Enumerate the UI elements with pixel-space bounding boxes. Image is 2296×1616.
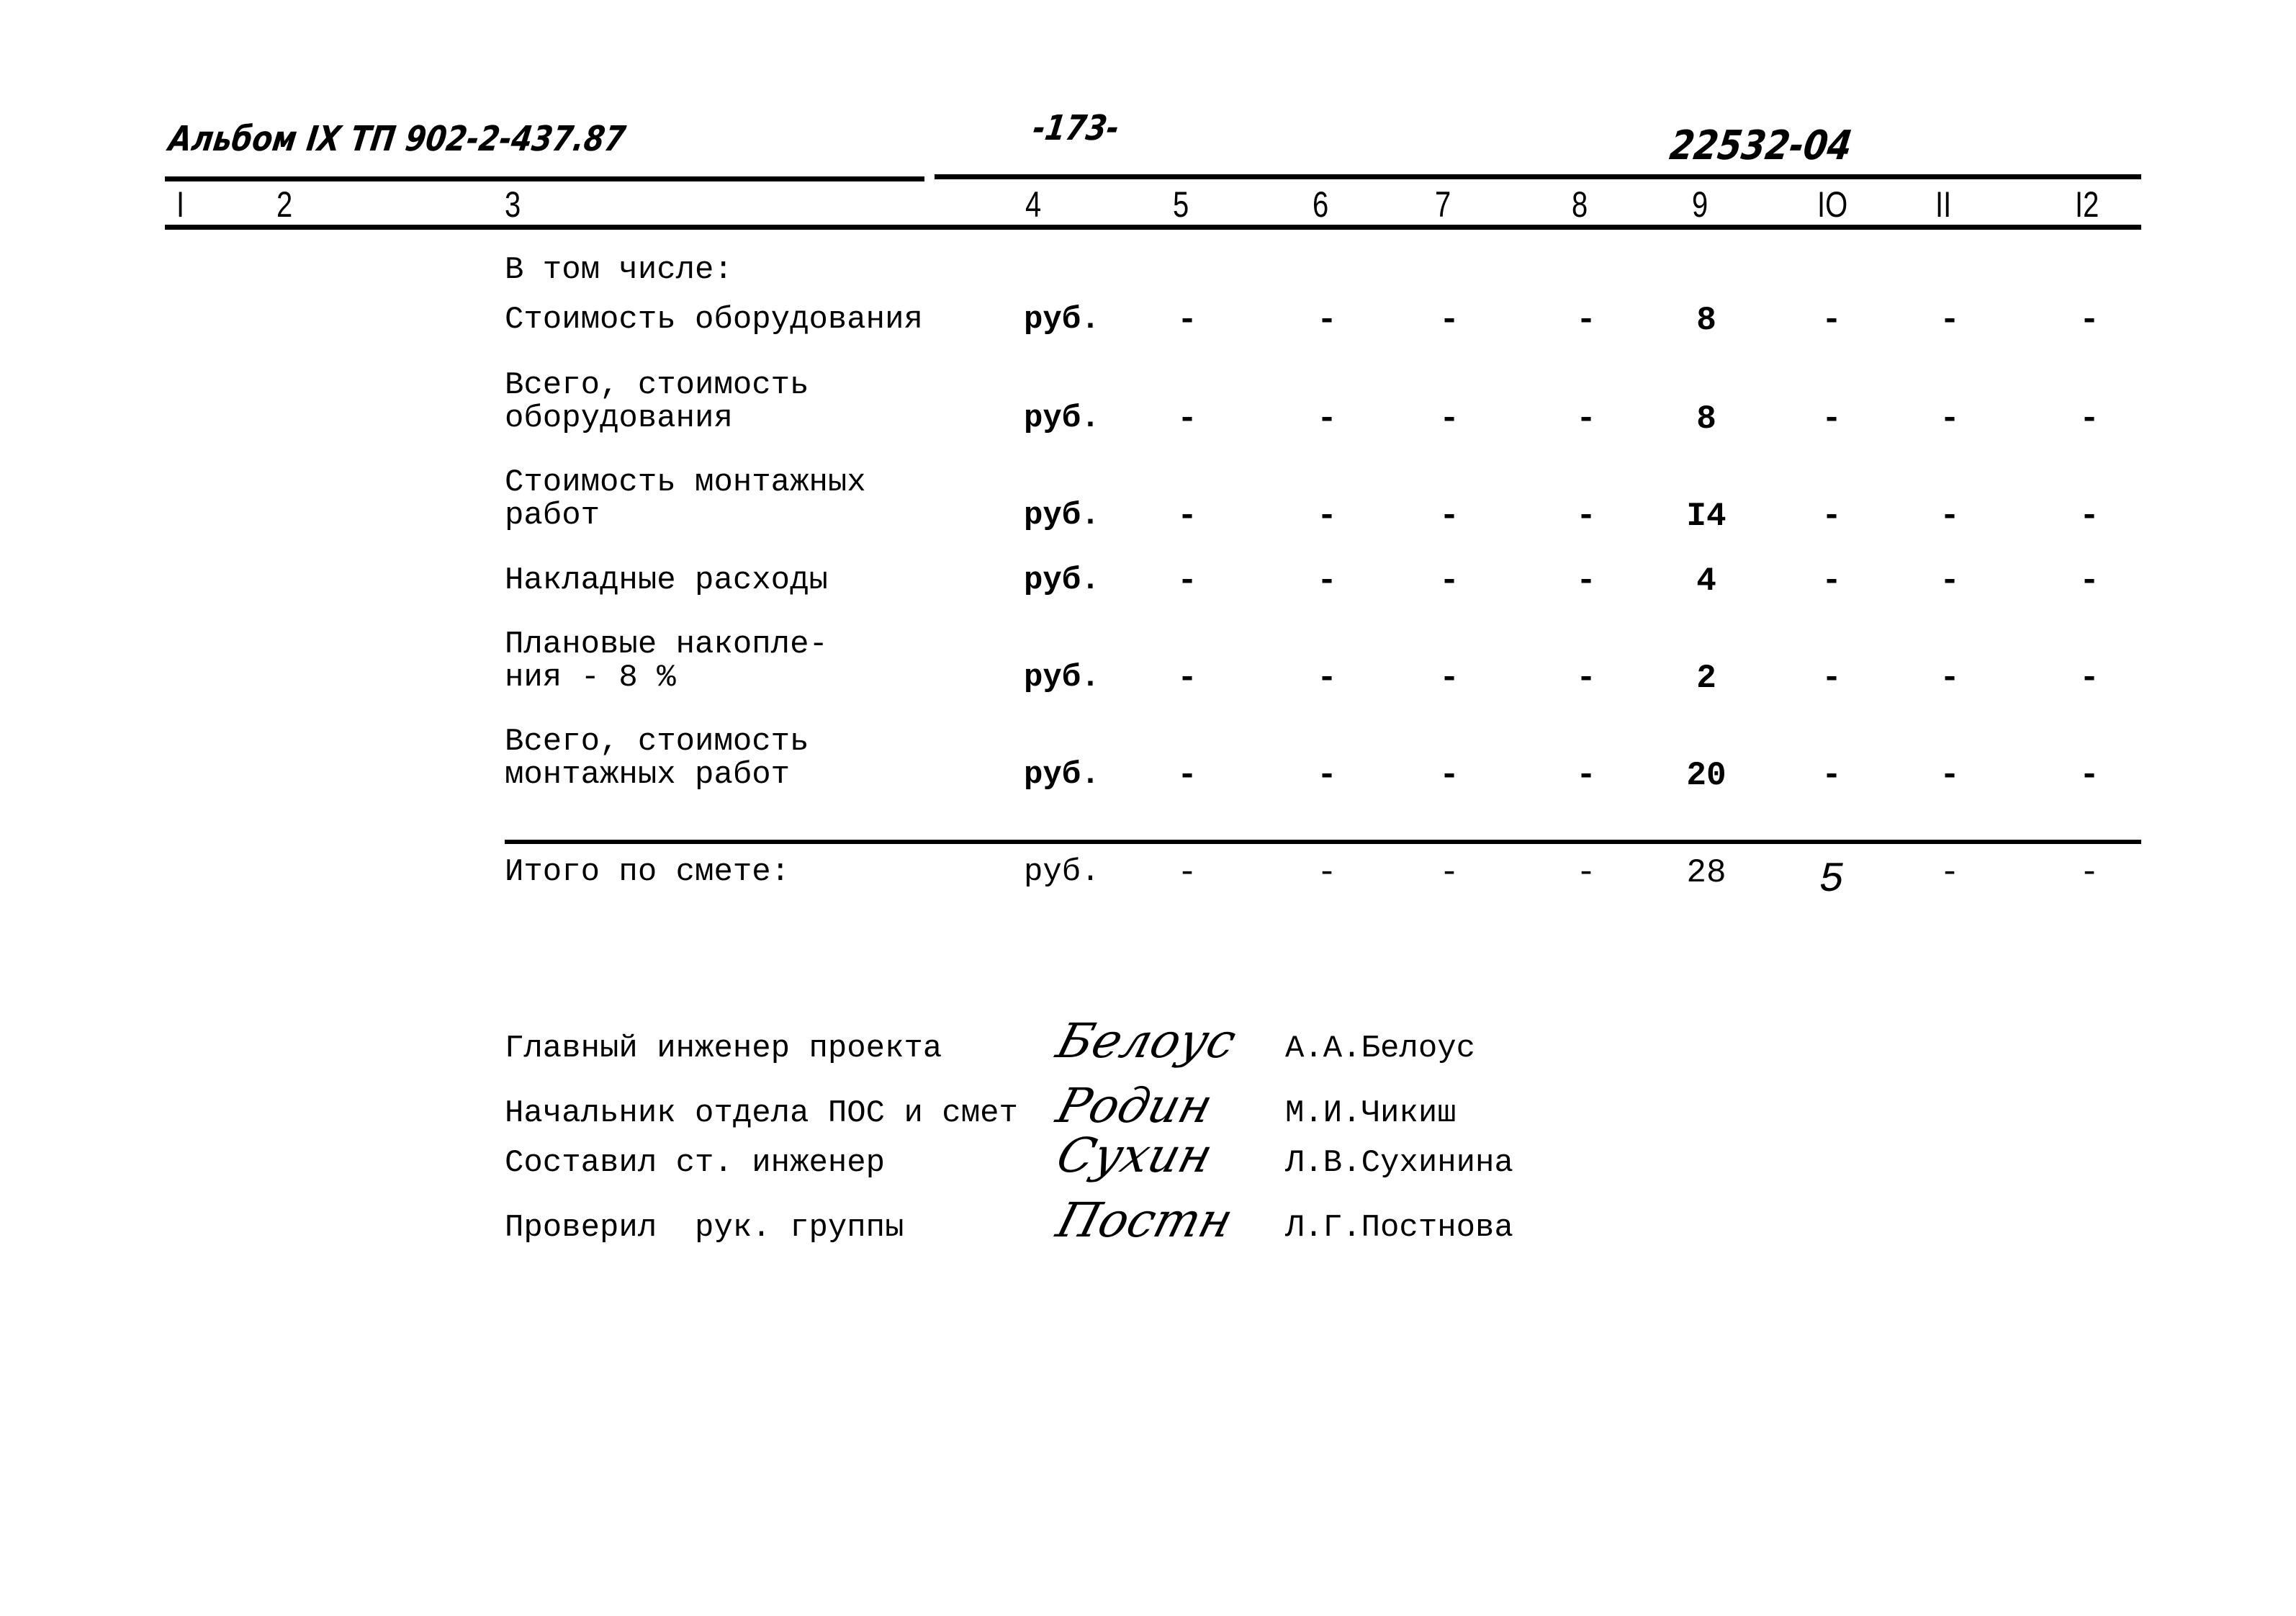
row-value: I4	[1686, 498, 1726, 535]
column-header: I2	[2075, 184, 2099, 225]
column-header: 7	[1435, 184, 1451, 225]
signature-role: Начальник отдела ПОС и смет	[505, 1095, 1018, 1131]
row-unit: руб.	[1024, 302, 1100, 338]
total-value: -	[1317, 854, 1337, 892]
header-rule-left	[165, 176, 924, 181]
handwritten-signature: Белоус	[1050, 1013, 1242, 1069]
total-value: 28	[1686, 854, 1726, 892]
column-header: 3	[505, 184, 521, 225]
column-header: 2	[276, 184, 293, 225]
row-value: -	[1940, 498, 1960, 535]
row-label: Стоимость монтажных	[505, 464, 866, 500]
column-header: 8	[1572, 184, 1588, 225]
document-number: 22532-04	[1667, 122, 1855, 169]
row-label: монтажных работ	[505, 757, 791, 793]
row-value: -	[1576, 660, 1596, 697]
row-value: -	[1317, 757, 1337, 794]
row-value: -	[1317, 400, 1337, 438]
row-label: работ	[505, 498, 600, 534]
row-value: 2	[1696, 660, 1716, 697]
row-value: -	[1317, 302, 1337, 339]
row-value: -	[2079, 400, 2099, 438]
row-value: -	[2079, 660, 2099, 697]
handwritten-signature: Родин	[1050, 1078, 1219, 1134]
row-value: -	[1177, 562, 1197, 600]
total-label: Итого по смете:	[505, 854, 791, 890]
handwritten-signature: Сухин	[1050, 1128, 1219, 1183]
row-value: -	[1576, 302, 1596, 339]
row-value: -	[1576, 757, 1596, 794]
column-header: II	[1935, 184, 1952, 225]
column-header: 5	[1173, 184, 1189, 225]
total-value: -	[2079, 854, 2099, 892]
total-value: -	[1177, 854, 1197, 892]
row-value: -	[1822, 757, 1842, 794]
row-value: -	[1317, 498, 1337, 535]
row-unit: руб.	[1024, 562, 1100, 598]
signature-role: Составил ст. инженер	[505, 1145, 886, 1181]
signatory-name: А.А.Белоус	[1285, 1031, 1476, 1067]
total-value: 5	[1819, 857, 1845, 904]
row-value: 8	[1696, 302, 1716, 339]
row-unit: руб.	[1024, 400, 1100, 436]
row-value: -	[1576, 400, 1596, 438]
row-label: ния - 8 %	[505, 660, 676, 696]
total-value: -	[1439, 854, 1459, 892]
total-value: -	[1940, 854, 1960, 892]
intro-label: В том числе:	[505, 252, 733, 288]
row-label: Накладные расходы	[505, 562, 828, 598]
total-value: -	[1576, 854, 1596, 892]
row-value: -	[1439, 400, 1459, 438]
page-number: -173-	[1030, 108, 1122, 148]
row-value: -	[1940, 562, 1960, 600]
row-value: -	[1576, 562, 1596, 600]
row-value: -	[1822, 302, 1842, 339]
total-unit: руб.	[1024, 854, 1100, 890]
row-value: -	[1822, 562, 1842, 600]
row-value: -	[1439, 302, 1459, 339]
row-value: -	[1822, 400, 1842, 438]
row-value: -	[1439, 562, 1459, 600]
row-value: -	[2079, 757, 2099, 794]
row-value: -	[1940, 400, 1960, 438]
row-value: -	[1576, 498, 1596, 535]
row-value: -	[1177, 400, 1197, 438]
column-header: 4	[1025, 184, 1042, 225]
column-header-rule	[165, 225, 2141, 230]
row-unit: руб.	[1024, 757, 1100, 793]
row-value: -	[1177, 757, 1197, 794]
row-value: -	[2079, 562, 2099, 600]
row-value: -	[1439, 757, 1459, 794]
signatory-name: М.И.Чикиш	[1285, 1095, 1457, 1131]
signatory-name: Л.В.Сухинина	[1285, 1145, 1513, 1181]
row-label: Стоимость оборудования	[505, 302, 923, 338]
row-label: Плановые накопле-	[505, 627, 828, 663]
column-header: I	[176, 184, 185, 225]
signature-role: Главный инженер проекта	[505, 1031, 942, 1067]
row-value: -	[1317, 562, 1337, 600]
header-rule-right	[935, 174, 2141, 179]
row-value: 8	[1696, 400, 1716, 438]
row-value: -	[1177, 302, 1197, 339]
column-header: 9	[1692, 184, 1709, 225]
row-value: -	[1940, 302, 1960, 339]
row-value: -	[2079, 302, 2099, 339]
column-header: IO	[1817, 184, 1848, 225]
signatory-name: Л.Г.Постнова	[1285, 1210, 1513, 1246]
row-value: -	[1439, 660, 1459, 697]
total-rule	[505, 840, 2141, 844]
row-label: Всего, стоимость	[505, 367, 809, 403]
row-unit: руб.	[1024, 498, 1100, 534]
row-unit: руб.	[1024, 660, 1100, 696]
row-value: -	[1177, 660, 1197, 697]
row-value: 4	[1696, 562, 1716, 600]
row-label: Всего, стоимость	[505, 724, 809, 760]
row-value: 20	[1686, 757, 1726, 794]
row-value: -	[1940, 660, 1960, 697]
handwritten-signature: Постн	[1050, 1193, 1239, 1248]
column-header: 6	[1313, 184, 1329, 225]
row-label: оборудования	[505, 400, 733, 436]
signature-role: Проверил рук. группы	[505, 1210, 904, 1246]
row-value: -	[1317, 660, 1337, 697]
row-value: -	[1822, 660, 1842, 697]
row-value: -	[1822, 498, 1842, 535]
row-value: -	[1439, 498, 1459, 535]
album-reference: Альбом IX ТП 902-2-437.87	[166, 119, 629, 159]
row-value: -	[2079, 498, 2099, 535]
row-value: -	[1940, 757, 1960, 794]
row-value: -	[1177, 498, 1197, 535]
